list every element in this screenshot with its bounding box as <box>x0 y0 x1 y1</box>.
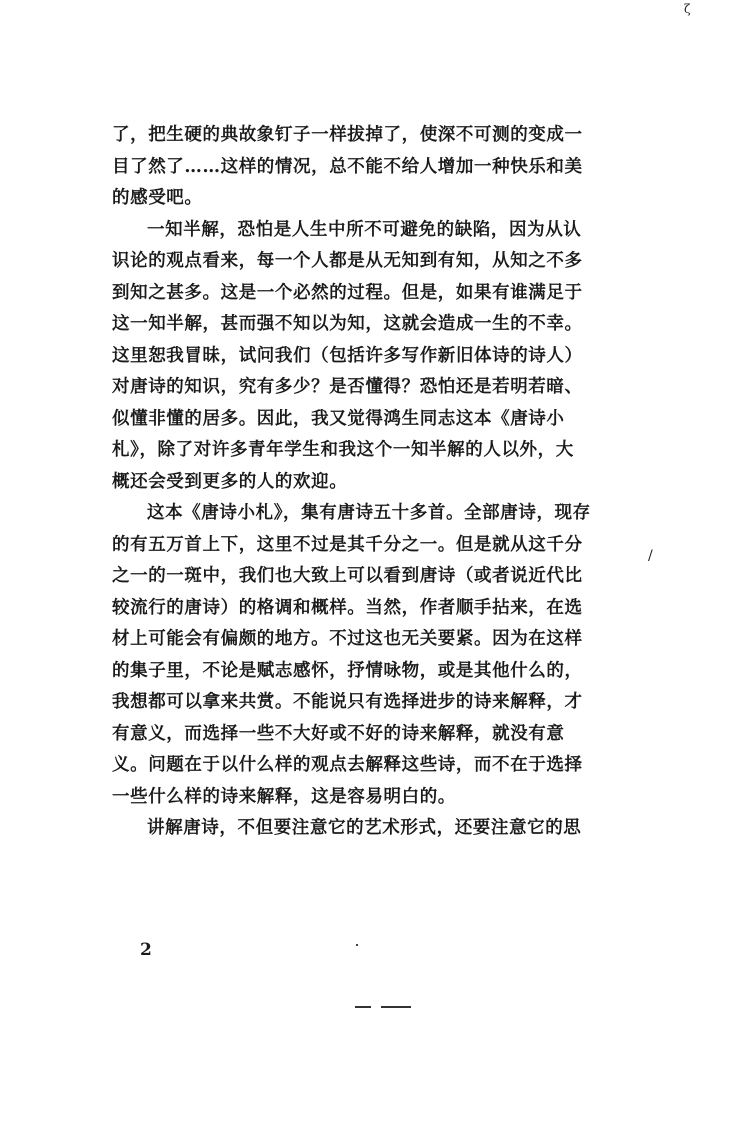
print-speck <box>356 944 358 946</box>
footer-dash <box>381 1006 411 1008</box>
page-number: 2 <box>140 940 152 960</box>
body-text <box>112 120 642 845</box>
text-line: 了，把生硬的典故象钉子一样拔掉了，使深不可测的变成一 <box>112 125 583 145</box>
text-line: 到知之甚多。这是一个必然的过程。但是，如果有谁满足于 <box>112 282 583 303</box>
text-line: 义。问题在于以什么样的观点去解释这些诗，而不在于选择 <box>112 755 583 775</box>
text-line: 识论的观点看来，每一个人都是从无知到有知，从知之不多 <box>112 251 583 271</box>
text-line: 我想都可以拿来共赏。不能说只有选择进步的诗来解释，才 <box>112 692 583 712</box>
text-line: 概还会受到更多的人的欢迎。 <box>112 471 348 492</box>
text-line: 的集子里，不论是赋志感怀，抒情咏物，或是其他什么的， <box>112 660 583 681</box>
footer-dashes <box>355 1006 415 1008</box>
text-line: 讲解唐诗，不但要注意它的艺术形式，还要注意它的思 <box>147 818 582 838</box>
text-line: 之一的一斑中，我们也大致上可以看到唐诗（或者说近代比 <box>112 566 583 586</box>
text-line: 材上可能会有偏颇的地方。不过这也无关要紧。因为在这样 <box>112 629 583 649</box>
text-line: 札》，除了对许多青年学生和我这个一知半解的人以外，大 <box>112 440 574 460</box>
text-line: 有意义，而选择一些不大好或不好的诗来解释，就没有意 <box>112 723 565 744</box>
margin-mark: / <box>648 548 653 564</box>
corner-mark: ζ <box>684 2 691 16</box>
text-line: 这一知半解，甚而强不知以为知，这就会造成一生的不幸。 <box>112 314 583 334</box>
text-line: 一些什么样的诗来解释，这是容易明白的。 <box>112 786 456 807</box>
text-line: 目了然了……这样的情况，总不能不给人增加一种快乐和美 <box>112 156 583 177</box>
text-line: 这本《唐诗小札》，集有唐诗五十多首。全部唐诗，现存 <box>147 503 591 523</box>
text-line: 一知半解，恐怕是人生中所不可避免的缺陷，因为从认 <box>147 219 582 240</box>
text-line: 的有五万首上下，这里不过是其千分之一。但是就从这千分 <box>112 534 583 555</box>
text-line: 似懂非懂的居多。因此，我又觉得鸿生同志这本《唐诗小 <box>112 408 565 429</box>
text-line: 对唐诗的知识，究有多少？是否懂得？恐怕还是若明若暗、 <box>112 377 583 397</box>
footer-dash <box>355 1006 371 1008</box>
text-line: 较流行的唐诗）的格调和概样。当然，作者顺手拈来，在选 <box>112 597 583 618</box>
text-line: 这里恕我冒昧，试问我们（包括许多写作新旧体诗的诗人） <box>112 345 583 366</box>
text-line: 的感受吧。 <box>112 188 203 208</box>
